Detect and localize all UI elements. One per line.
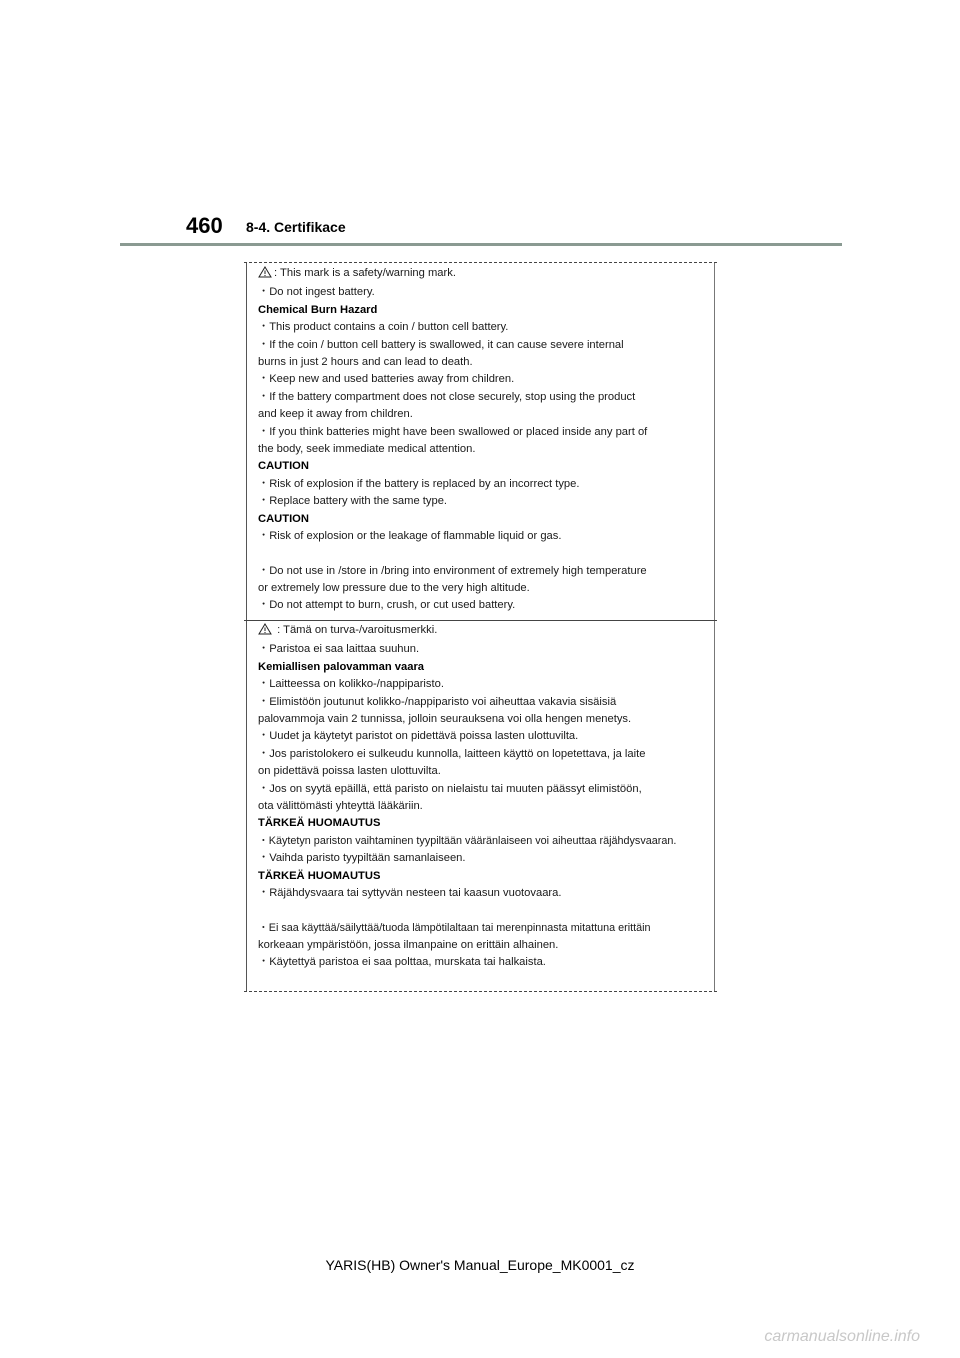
en-replace-same: ・Replace battery with the same type. — [258, 495, 448, 508]
en-swallowed-1: ・If the coin / button cell battery is swallowed, it can cause severe internal — [258, 338, 624, 351]
fi-heading-chemical: Kemiallisen palovamman vaara — [258, 660, 425, 673]
en-explosion-leak: ・Risk of explosion or the leakage of flammable liquid or gas. — [258, 530, 562, 543]
fi-swallowed-1: ・Elimistöön joutunut kolikko-/nappiparisto voi aiheuttaa vakavia sisäisiä — [258, 695, 617, 708]
fi-spacer — [258, 903, 706, 920]
fi-compartment-1: ・Jos paristolokero ei sulkeudu kunnolla, laitteen käyttö on lopetettava, ja laite — [258, 747, 646, 760]
en-store-2: or extremely low pressure due to the very high altitude. — [258, 581, 530, 594]
en-caution-heading-2: CAUTION — [258, 512, 309, 525]
fi-replace-same: ・Vaihda paristo tyypiltään samanlaiseen. — [258, 852, 466, 865]
en-warn-mark-text: : This mark is a safety/warning mark. — [274, 267, 456, 279]
fi-store-1: ・Ei saa käyttää/säilyttää/tuoda lämpötilaltaan tai merenpinnasta mitattuna erittäin — [258, 921, 651, 934]
header-rule — [120, 243, 842, 246]
en-store-1: ・Do not use in /store in /bring into environment of extremely high temperature — [258, 564, 647, 577]
fi-swallowed-2: palovammoja vain 2 tunnissa, jolloin seurauksena voi olla hengen menetys. — [258, 713, 632, 726]
en-spacer — [258, 546, 706, 563]
en-burn: ・Do not attempt to burn, crush, or cut used battery. — [258, 599, 516, 612]
en-swallowed-2: burns in just 2 hours and can lead to death. — [258, 356, 473, 369]
box-top-border — [244, 262, 717, 263]
fi-burn: ・Käytettyä paristoa ei saa polttaa, murskata tai halkaista. — [258, 956, 546, 969]
page-number: 460 — [186, 213, 223, 238]
warning-triangle-icon — [258, 266, 272, 284]
fi-warn-mark-text: : Tämä on turva-/varoitusmerkki. — [274, 624, 438, 636]
finnish-section — [258, 622, 706, 972]
fi-think-2: ota välittömästi yhteyttä lääkäriin. — [258, 800, 423, 813]
en-caution-heading-1: CAUTION — [258, 460, 309, 473]
fi-coin-contains: ・Laitteessa on kolikko-/nappiparisto. — [258, 678, 444, 691]
manual-footer: YARIS(HB) Owner's Manual_Europe_MK0001_cz — [325, 1257, 635, 1273]
en-explosion-type: ・Risk of explosion if the battery is replaced by an incorrect type. — [258, 477, 580, 490]
english-section — [258, 265, 706, 615]
fi-no-ingest: ・Paristoa ei saa laittaa suuhun. — [258, 643, 420, 656]
box-divider — [244, 620, 717, 621]
fi-explosion-type: ・Käytetyn pariston vaihtaminen tyypiltään vääränlaiseen voi aiheuttaa räjähdysvaaran. — [258, 834, 677, 847]
en-think-1: ・If you think batteries might have been swallowed or placed inside any part of — [258, 425, 648, 438]
en-think-2: the body, seek immediate medical attention. — [258, 443, 476, 456]
section-title: 8-4. Certifikace — [246, 219, 346, 235]
fi-explosion-leak: ・Räjähdysvaara tai syttyvän nesteen tai kaasun vuotovaara. — [258, 887, 562, 900]
en-heading-chemical: Chemical Burn Hazard — [258, 303, 378, 316]
fi-store-2: korkeaan ympäristöön, jossa ilmanpaine on erittäin alhainen. — [258, 938, 559, 951]
fi-compartment-2: on pidettävä poissa lasten ulottuvilta. — [258, 765, 441, 778]
fi-warn-mark-line — [258, 622, 706, 641]
fi-keep-away: ・Uudet ja käytetyt paristot on pidettävä poissa lasten ulottuvilta. — [258, 730, 579, 743]
warning-triangle-icon — [258, 623, 272, 641]
en-coin-contains: ・This product contains a coin / button cell battery. — [258, 321, 509, 334]
en-compartment-2: and keep it away from children. — [258, 408, 413, 421]
en-warn-mark-line — [258, 265, 706, 284]
fi-think-1: ・Jos on syytä epäillä, että paristo on nielaistu tai muuten päässyt elimistöön, — [258, 782, 642, 795]
box-bottom-border — [244, 991, 717, 992]
en-compartment-1: ・If the battery compartment does not close securely, stop using the product — [258, 390, 636, 403]
fi-caution-heading-2: TÄRKEÄ HUOMAUTUS — [258, 869, 381, 882]
en-no-ingest: ・Do not ingest battery. — [258, 286, 375, 299]
fi-caution-heading-1: TÄRKEÄ HUOMAUTUS — [258, 817, 381, 830]
watermark: carmanualsonline.info — [764, 1328, 920, 1345]
en-keep-away: ・Keep new and used batteries away from children. — [258, 373, 515, 386]
